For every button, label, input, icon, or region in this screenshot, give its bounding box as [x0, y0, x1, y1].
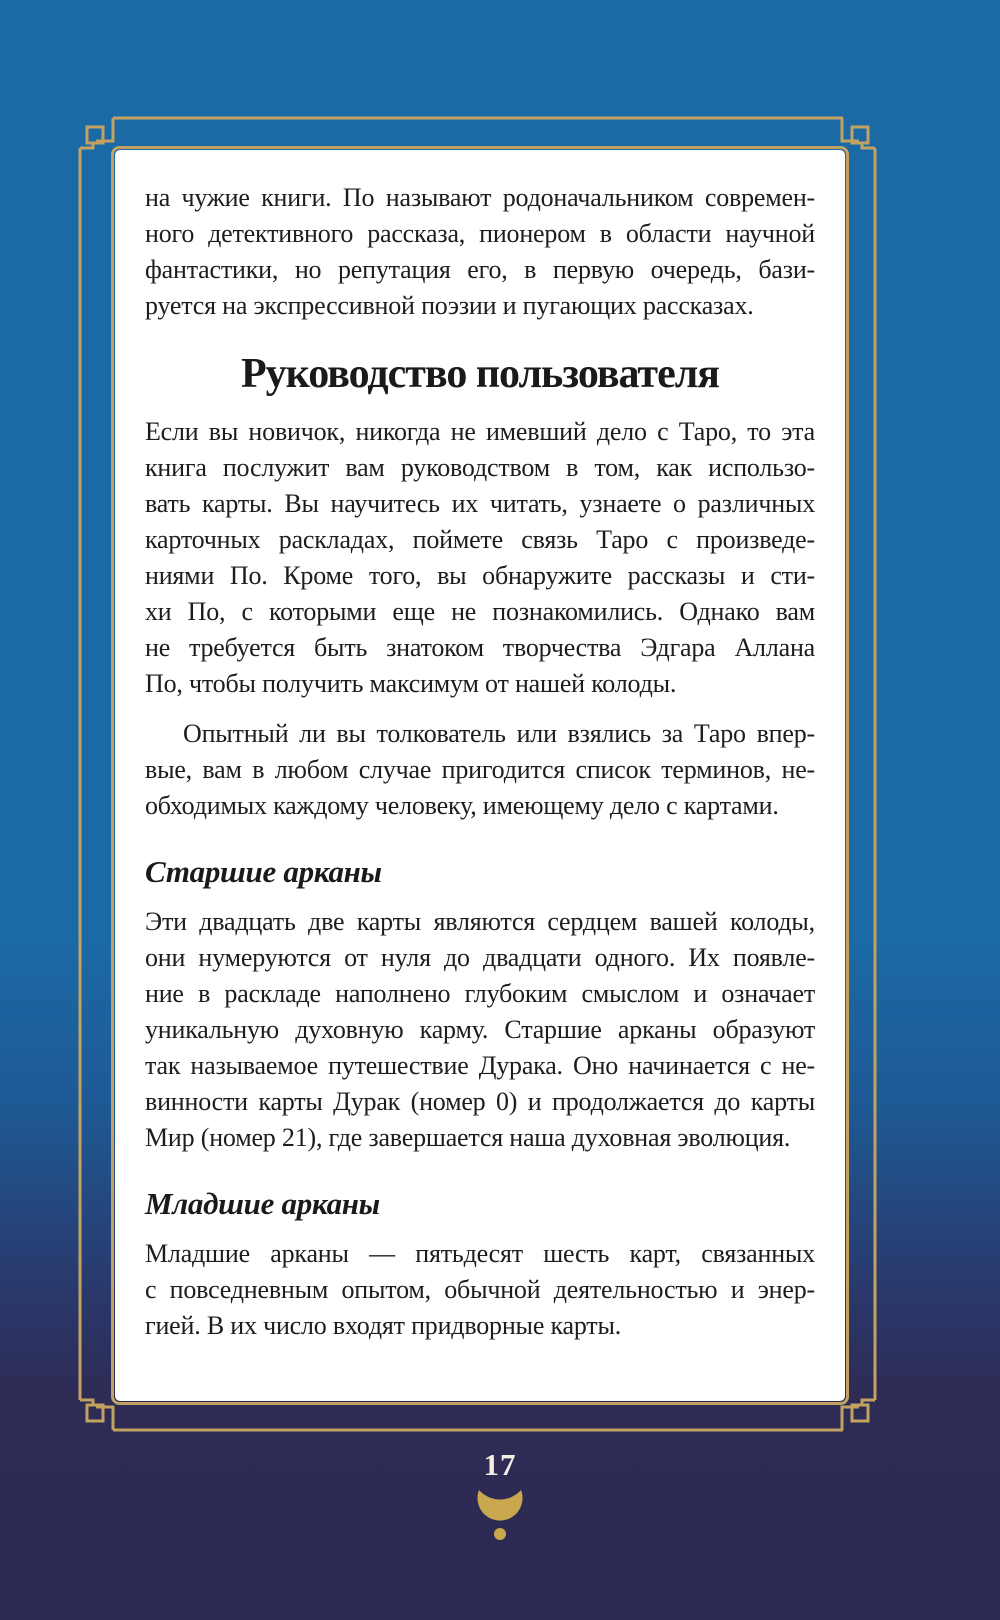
text-line: не требуется быть знатоком творчества Эдгара Аллана [145, 633, 815, 662]
text-line: так называемое путешествие Дурака. Оно начинается с не- [145, 1051, 815, 1080]
text-line: книга послужит вам руководством в том, как использо- [145, 453, 815, 482]
paragraph [145, 904, 815, 1156]
paragraph [145, 180, 815, 324]
text-line: ние в раскладе наполнено глубоким смыслом и означает [145, 979, 815, 1008]
text-line: По, чтобы получить максимум от нашей колоды. [145, 669, 677, 698]
text-line: руется на экспрессивной поэзии и пугающих рассказах. [145, 291, 754, 320]
section-heading: Младшие арканы [145, 1186, 380, 1221]
text-line: ного детективного рассказа, пионером в области научной [145, 219, 815, 248]
text-line: ниями По. Кроме того, вы обнаружите рассказы и сти- [145, 561, 815, 590]
text-line: Мир (номер 21), где завершается наша духовная эволюция. [145, 1123, 791, 1152]
paragraph [145, 716, 815, 824]
text-line: карточных раскладах, поймете связь Таро с произведе- [145, 525, 815, 554]
text-line: они нумеруются от нуля до двадцати одного. Их появле- [145, 943, 815, 972]
text-line: вые, вам в любом случае пригодится список терминов, не- [145, 755, 815, 784]
section-heading: Старшие арканы [145, 854, 382, 889]
page-footer [0, 1448, 1000, 1550]
page-content [115, 150, 845, 1401]
text-line: Младшие арканы — пятьдесят шесть карт, связанных [145, 1239, 815, 1268]
text-line: обходимых каждому человеку, имеющему дело с картами. [145, 791, 779, 820]
crescent-moon-icon [472, 1484, 528, 1550]
text-line: уникальную духовную карму. Старшие арканы образуют [145, 1015, 815, 1044]
paragraph [145, 414, 815, 702]
text-line: вать карты. Вы научитесь их читать, узнаете о различных [145, 489, 815, 518]
text-line: Опытный ли вы толкователь или взялись за Таро впер- [183, 719, 815, 748]
text-line: гией. В их число входят придворные карты. [145, 1311, 622, 1340]
text-line: с повседневным опытом, обычной деятельностью и энер- [145, 1275, 815, 1304]
text-line: фантастики, но репутация его, в первую очередь, бази- [145, 255, 815, 284]
paragraph [145, 1236, 815, 1344]
page-number: 17 [483, 1447, 517, 1482]
text-line: хи По, с которыми еще не познакомились. Однако вам [145, 597, 815, 626]
text-line: винности карты Дурак (номер 0) и продолжается до карты [145, 1087, 815, 1116]
text-line: Эти двадцать две карты являются сердцем вашей колоды, [145, 907, 815, 936]
text-line: Если вы новичок, никогда не имевший дело с Таро, то эта [145, 417, 815, 446]
text-line: на чужие книги. По называют родоначальником современ- [145, 183, 815, 212]
section-heading: Руководство пользователя [240, 351, 719, 397]
